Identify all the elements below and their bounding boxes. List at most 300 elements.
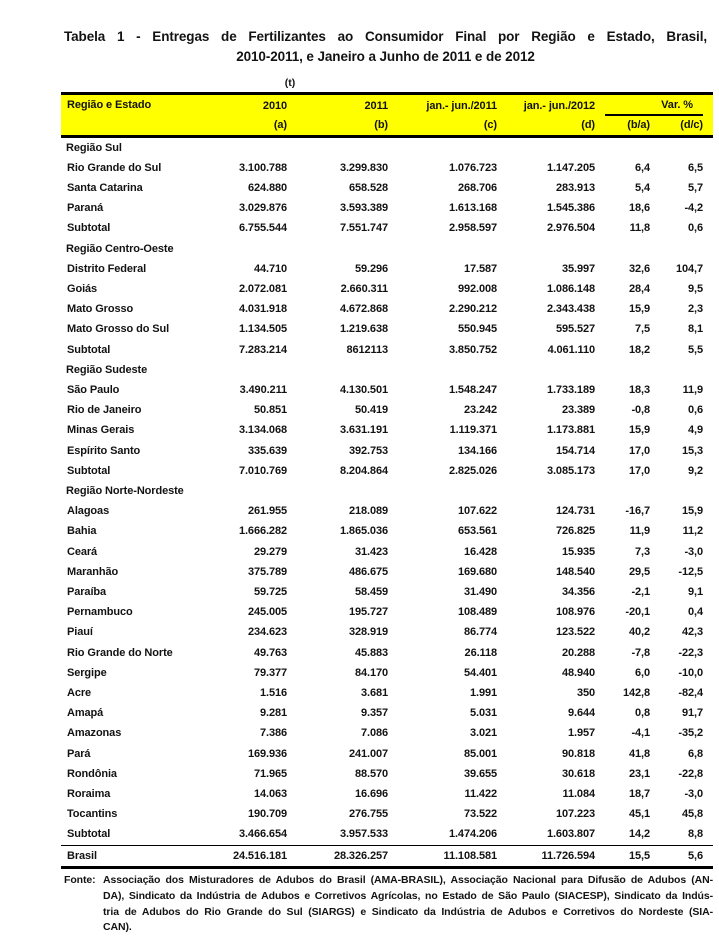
row-value: -0,8 <box>631 404 650 417</box>
row-value: 7.283.214 <box>238 343 287 356</box>
row-value: -22,3 <box>678 646 703 659</box>
row-label: Subtotal <box>67 828 111 841</box>
row-value: 11.084 <box>562 788 595 800</box>
row-value <box>595 136 650 158</box>
table-row <box>61 744 713 764</box>
row-value: 595.527 <box>555 323 595 336</box>
row-value: 28,4 <box>628 282 650 295</box>
table-row <box>61 683 713 703</box>
row-value: 49.763 <box>253 646 287 659</box>
table-row <box>61 198 713 218</box>
row-value: -16,7 <box>625 505 650 518</box>
row-value: 11.422 <box>464 788 497 800</box>
row-value: 5,7 <box>688 181 703 194</box>
row-value: 8,8 <box>688 828 703 841</box>
row-value <box>221 239 287 259</box>
row-value: 1.733.189 <box>546 383 595 396</box>
row-label: São Paulo <box>67 383 120 396</box>
row-value: 90.818 <box>561 747 595 760</box>
row-value: 4,9 <box>688 424 703 437</box>
subheader-d: (d) <box>497 116 595 136</box>
row-value: 1.119.371 <box>449 424 497 437</box>
row-value: 15,9 <box>628 303 650 316</box>
row-label: Região Centro-Oeste <box>66 242 174 255</box>
row-value: 195.727 <box>348 606 388 619</box>
row-value <box>497 239 595 259</box>
row-label: Região Sudeste <box>66 363 148 376</box>
table-row <box>61 299 713 319</box>
row-value: 11,9 <box>629 525 650 538</box>
row-value: 88.570 <box>354 767 388 780</box>
row-value: 29,5 <box>628 565 650 578</box>
row-value: 134.166 <box>457 444 497 457</box>
row-value: 20.288 <box>561 646 595 659</box>
table-title <box>64 27 707 67</box>
row-value: 5,5 <box>688 343 703 356</box>
row-value: 8.204.864 <box>339 464 388 477</box>
row-value: 1.603.807 <box>546 828 595 841</box>
footnote-line: DA), Sindicato da Indústria de Adubos e Corretivos Agrícolas, no Estado de São Paulo (SIACESP), Sindicato da Indús- <box>103 889 713 902</box>
row-value: 18,3 <box>628 383 650 396</box>
row-label: Distrito Federal <box>67 262 147 275</box>
title-line-1: Tabela 1 - Entregas de Fertilizantes ao Consumidor Final por Região e Estado, Brasil, <box>64 29 707 44</box>
footnote <box>64 873 713 936</box>
row-value: 1.086.148 <box>546 282 595 295</box>
row-value: 2.976.504 <box>546 222 595 235</box>
row-value <box>388 239 497 259</box>
row-value: 169.936 <box>247 747 287 760</box>
row-value: 42,3 <box>681 626 703 639</box>
row-value: 9,1 <box>688 585 703 598</box>
row-value: 2.825.026 <box>448 464 497 477</box>
row-value: 169.680 <box>457 565 497 578</box>
row-label: Maranhão <box>67 565 119 578</box>
row-value: 14.063 <box>253 788 287 800</box>
row-value: 107.622 <box>457 505 497 518</box>
row-value: 268.706 <box>457 181 497 194</box>
row-value: 39.655 <box>463 767 497 780</box>
row-value: 8612113 <box>346 343 388 356</box>
row-value <box>497 481 595 501</box>
row-value: 84.170 <box>354 666 388 679</box>
row-value: 3.021 <box>469 727 497 740</box>
row-value: 335.639 <box>247 444 287 457</box>
row-value: -35,2 <box>678 727 703 740</box>
row-value <box>497 136 595 158</box>
table-row <box>61 703 713 723</box>
row-value: -12,5 <box>678 565 703 578</box>
row-value: 45,8 <box>681 808 703 821</box>
title-line-2: 2010-2011, e Janeiro a Junho de 2011 e de 2012 <box>236 49 535 64</box>
row-value: 48.940 <box>561 666 595 679</box>
row-label: Subtotal <box>67 343 111 356</box>
row-value: 2.343.438 <box>546 303 595 316</box>
row-value: 3.100.788 <box>238 161 287 174</box>
row-label: Rio Grande do Norte <box>67 646 173 659</box>
row-value: 241.007 <box>348 747 388 760</box>
table-row <box>61 158 713 178</box>
row-value: 91,7 <box>681 707 703 720</box>
row-label: Pernambuco <box>67 606 133 619</box>
table-row <box>61 824 713 845</box>
row-value: 6,4 <box>635 161 650 174</box>
row-value: 45.883 <box>354 646 388 659</box>
row-label: Subtotal <box>67 464 111 477</box>
row-value: 3.593.389 <box>339 202 388 215</box>
row-value: 4.672.868 <box>339 303 388 316</box>
table-row <box>61 178 713 198</box>
row-value: 653.561 <box>457 525 497 538</box>
fertilizer-deliveries-table <box>61 92 713 869</box>
row-label: Brasil <box>61 845 221 867</box>
row-value <box>595 239 650 259</box>
row-value: 1.957 <box>567 727 595 740</box>
row-value <box>388 481 497 501</box>
row-value: 148.540 <box>555 565 595 578</box>
row-value: 79.377 <box>253 666 287 679</box>
row-label: Mato Grosso do Sul <box>67 323 170 336</box>
row-value: 73.522 <box>463 808 497 821</box>
row-value: -3,0 <box>684 788 703 800</box>
row-label: Rondônia <box>67 767 117 780</box>
row-value: 7.010.769 <box>238 464 287 477</box>
row-value: 4.031.918 <box>238 303 287 316</box>
row-value: 124.731 <box>555 505 595 518</box>
row-value <box>595 360 650 380</box>
row-value: 86.774 <box>463 626 497 639</box>
row-value: 104,7 <box>675 262 703 275</box>
table-row <box>61 218 713 238</box>
table-row <box>61 622 713 642</box>
row-value: 6,5 <box>688 161 703 174</box>
row-label: Mato Grosso <box>67 303 134 316</box>
row-value: 7,3 <box>635 545 650 558</box>
row-value: 3.681 <box>360 686 388 699</box>
row-value: 486.675 <box>348 565 388 578</box>
table-row <box>61 340 713 360</box>
row-value <box>595 481 650 501</box>
row-value: 54.401 <box>463 666 497 679</box>
header-region-state: Região e Estado <box>61 94 221 137</box>
row-value: 58.459 <box>354 585 388 598</box>
row-value: 17.587 <box>463 262 497 275</box>
header-2010: 2010 <box>221 94 287 117</box>
row-value: 1.865.036 <box>339 525 388 538</box>
row-value: 6,0 <box>635 666 650 679</box>
footnote-line: Associação dos Misturadores de Adubos do Brasil (AMA-BRASIL), Associação Nacional para Difusão de Adubos (AN- <box>103 874 713 886</box>
table-row <box>61 420 713 440</box>
row-value: 15,3 <box>681 444 703 457</box>
row-value: 0,6 <box>688 404 703 417</box>
row-value: 11,2 <box>682 525 703 538</box>
row-value: 11.108.581 <box>388 845 497 867</box>
row-value: 40,2 <box>628 626 650 639</box>
subheader-c: (c) <box>388 116 497 136</box>
table-row <box>61 501 713 521</box>
row-label: Amapá <box>67 707 104 720</box>
row-value: 59.725 <box>253 585 287 598</box>
row-value: 2.958.597 <box>448 222 497 235</box>
table-row <box>61 521 713 541</box>
table-row <box>61 602 713 622</box>
table-row <box>61 764 713 784</box>
row-value: 1.548.247 <box>448 383 497 396</box>
section-row <box>61 481 713 501</box>
row-value: 1.516 <box>259 686 287 699</box>
row-value: -3,0 <box>684 545 703 558</box>
row-label: Amazonas <box>67 727 122 740</box>
row-value: 1.076.723 <box>448 161 497 174</box>
row-value: 1.219.638 <box>339 323 388 336</box>
row-value: 0,6 <box>688 222 703 235</box>
row-label: Região Sul <box>66 141 122 154</box>
table-row <box>61 319 713 339</box>
row-value <box>287 360 388 380</box>
section-row <box>61 239 713 259</box>
table-row <box>61 582 713 602</box>
table-row <box>61 380 713 400</box>
row-value: 34.356 <box>561 585 595 598</box>
footnote-line: CAN). <box>103 921 132 934</box>
row-value: 328.919 <box>348 626 388 639</box>
row-value: 1.173.881 <box>546 424 595 437</box>
row-value: 1.666.282 <box>238 525 287 538</box>
row-value: 7.386 <box>259 727 287 740</box>
row-value: 15,9 <box>628 424 650 437</box>
row-value <box>221 481 287 501</box>
row-value: 11.726.594 <box>497 845 595 867</box>
row-value: 108.489 <box>457 606 497 619</box>
header-2011: 2011 <box>287 94 388 117</box>
row-value: 23.389 <box>561 404 595 417</box>
row-value: 15.935 <box>561 545 595 558</box>
row-value: -4,2 <box>684 202 703 215</box>
row-value: 50.851 <box>253 404 287 417</box>
header-jan-jun-2012: jan.- jun./2012 <box>497 94 595 117</box>
footnote-source-label: Fonte: <box>64 874 96 886</box>
row-value: 18,6 <box>628 202 650 215</box>
row-label: Alagoas <box>67 505 110 518</box>
row-value <box>650 239 713 259</box>
row-value: 18,2 <box>628 343 650 356</box>
row-value <box>650 360 713 380</box>
row-value <box>287 239 388 259</box>
row-value: 1.474.206 <box>448 828 497 841</box>
row-value: 11,8 <box>629 222 650 235</box>
row-value: 726.825 <box>555 525 595 538</box>
table-row <box>61 663 713 683</box>
row-value: 9,2 <box>688 464 703 477</box>
row-value: 4.130.501 <box>339 383 388 396</box>
row-value <box>287 481 388 501</box>
row-value: -4,1 <box>631 727 650 740</box>
row-value: 142,8 <box>622 686 650 699</box>
row-value: 2.660.311 <box>340 282 388 295</box>
row-label: Paraná <box>67 202 104 215</box>
row-value: 3.957.533 <box>339 828 388 841</box>
row-value: 15,5 <box>595 845 650 867</box>
row-value: 3.029.876 <box>238 202 287 215</box>
row-value: 14,2 <box>628 828 650 841</box>
table-row <box>61 643 713 663</box>
row-value: 350 <box>576 686 595 699</box>
table-row <box>61 804 713 824</box>
row-value <box>650 481 713 501</box>
row-value: 59.296 <box>354 262 388 275</box>
row-value: 31.490 <box>463 585 497 598</box>
row-value: 44.710 <box>253 262 287 275</box>
subheader-a: (a) <box>221 116 287 136</box>
subheader-b: (b) <box>287 116 388 136</box>
row-value: 9,5 <box>688 282 703 295</box>
subheader-b-over-a: (b/a) <box>595 116 650 136</box>
row-value: 1.147.205 <box>546 161 595 174</box>
row-value: -22,8 <box>678 767 703 780</box>
row-value: 234.623 <box>247 626 287 639</box>
row-label: Rio Grande do Sul <box>67 161 162 174</box>
row-value: 7,5 <box>635 323 650 336</box>
row-label: Espírito Santo <box>67 444 141 457</box>
row-label: Região Norte-Nordeste <box>66 484 184 497</box>
header-jan-jun-2011: jan.- jun./2011 <box>388 94 497 117</box>
row-value: 28.326.257 <box>287 845 388 867</box>
row-value: 32,6 <box>628 262 650 275</box>
row-value <box>497 360 595 380</box>
row-value: 375.789 <box>247 565 287 578</box>
row-value: 16.696 <box>354 788 388 800</box>
table-body <box>61 136 713 867</box>
row-value: 3.085.173 <box>546 464 595 477</box>
unit-label: (t) <box>284 77 296 89</box>
row-value: 550.945 <box>457 323 497 336</box>
row-label: Goiás <box>67 282 98 295</box>
row-value: 3.466.654 <box>238 828 287 841</box>
row-value: 3.134.068 <box>238 424 287 437</box>
row-label: Rio de Janeiro <box>67 404 142 417</box>
row-value: 26.118 <box>464 646 497 659</box>
table-row <box>61 279 713 299</box>
row-label: Ceará <box>67 545 98 558</box>
row-label: Minas Gerais <box>67 424 135 437</box>
table-header <box>61 94 713 137</box>
row-value: 16.428 <box>463 545 497 558</box>
row-value: 1.991 <box>469 686 497 699</box>
row-value: 8,1 <box>688 323 703 336</box>
row-label: Subtotal <box>67 222 111 235</box>
row-value: 6,8 <box>688 747 703 760</box>
row-value: 107.223 <box>555 808 595 821</box>
row-value: -10,0 <box>678 666 703 679</box>
row-value <box>388 360 497 380</box>
row-value <box>650 136 713 158</box>
row-value: 1.613.168 <box>448 202 497 215</box>
row-label: Paraíba <box>67 585 107 598</box>
footnote-line: tria de Adubos do Rio Grande do Sul (SIARGS) e Sindicato da Indústria de Adubos e Corretivos do Nordeste (SIA- <box>103 905 713 918</box>
row-value: 1.545.386 <box>546 202 595 215</box>
row-value: 5,6 <box>650 845 713 867</box>
row-value: 624.880 <box>247 181 287 194</box>
row-value: 7.551.747 <box>339 222 388 235</box>
row-value: 5,4 <box>635 181 650 194</box>
row-value: 2.290.212 <box>448 303 497 316</box>
row-value: -2,1 <box>631 585 650 598</box>
row-value: 392.753 <box>348 444 388 457</box>
row-value: -7,8 <box>631 646 650 659</box>
row-value: 658.528 <box>348 181 388 194</box>
row-label: Santa Catarina <box>67 181 143 194</box>
row-value <box>388 136 497 158</box>
table-row <box>61 461 713 481</box>
row-value: 0,8 <box>635 707 650 720</box>
row-label: Piauí <box>67 626 93 639</box>
row-value: 9.357 <box>360 707 388 720</box>
row-label: Tocantins <box>67 808 118 821</box>
row-value: 245.005 <box>247 606 287 619</box>
row-value: 6.755.544 <box>238 222 287 235</box>
row-value: -82,4 <box>678 686 703 699</box>
row-value: 9.281 <box>259 707 287 720</box>
table-row <box>61 259 713 279</box>
row-value: 23.242 <box>463 404 497 417</box>
row-value: 992.008 <box>457 282 497 295</box>
row-value: 85.001 <box>463 747 497 760</box>
row-value: 41,8 <box>628 747 650 760</box>
row-value: 29.279 <box>253 545 287 558</box>
row-value: 15,9 <box>681 505 703 518</box>
table-row <box>61 542 713 562</box>
row-value: 2,3 <box>688 303 703 316</box>
var-percent-label: Var. % <box>605 95 703 116</box>
total-row <box>61 845 713 867</box>
row-value: 45,1 <box>628 808 650 821</box>
row-value: 23,1 <box>628 767 650 780</box>
row-value: 3.490.211 <box>239 383 287 396</box>
row-value: 276.755 <box>348 808 388 821</box>
row-value: 4.061.110 <box>547 343 595 356</box>
header-var-percent <box>595 94 713 117</box>
subheader-d-over-c: (d/c) <box>650 116 713 136</box>
row-value: 3.631.191 <box>339 424 388 437</box>
row-value: 261.955 <box>247 505 287 518</box>
row-value <box>221 360 287 380</box>
row-value: 50.419 <box>354 404 388 417</box>
row-value: 24.516.181 <box>221 845 287 867</box>
row-value: 7.086 <box>360 727 388 740</box>
row-value: 283.913 <box>555 181 595 194</box>
row-label: Pará <box>67 747 91 760</box>
row-value: 11,9 <box>682 383 703 396</box>
row-value: 17,0 <box>628 444 650 457</box>
row-value: -20,1 <box>625 606 650 619</box>
table-row <box>61 723 713 743</box>
table-row <box>61 784 713 804</box>
row-value: 123.522 <box>555 626 595 639</box>
section-row <box>61 136 713 158</box>
row-value <box>287 136 388 158</box>
table-row <box>61 441 713 461</box>
row-value: 3.299.830 <box>339 161 388 174</box>
row-value: 190.709 <box>247 808 287 821</box>
row-value: 9.644 <box>567 707 595 720</box>
row-value: 5.031 <box>469 707 497 720</box>
row-value: 35.997 <box>561 262 595 275</box>
row-label: Acre <box>67 686 92 699</box>
row-value: 17,0 <box>628 464 650 477</box>
row-value: 218.089 <box>348 505 388 518</box>
row-value: 31.423 <box>354 545 388 558</box>
row-label: Roraima <box>67 788 111 800</box>
row-value: 2.072.081 <box>238 282 287 295</box>
